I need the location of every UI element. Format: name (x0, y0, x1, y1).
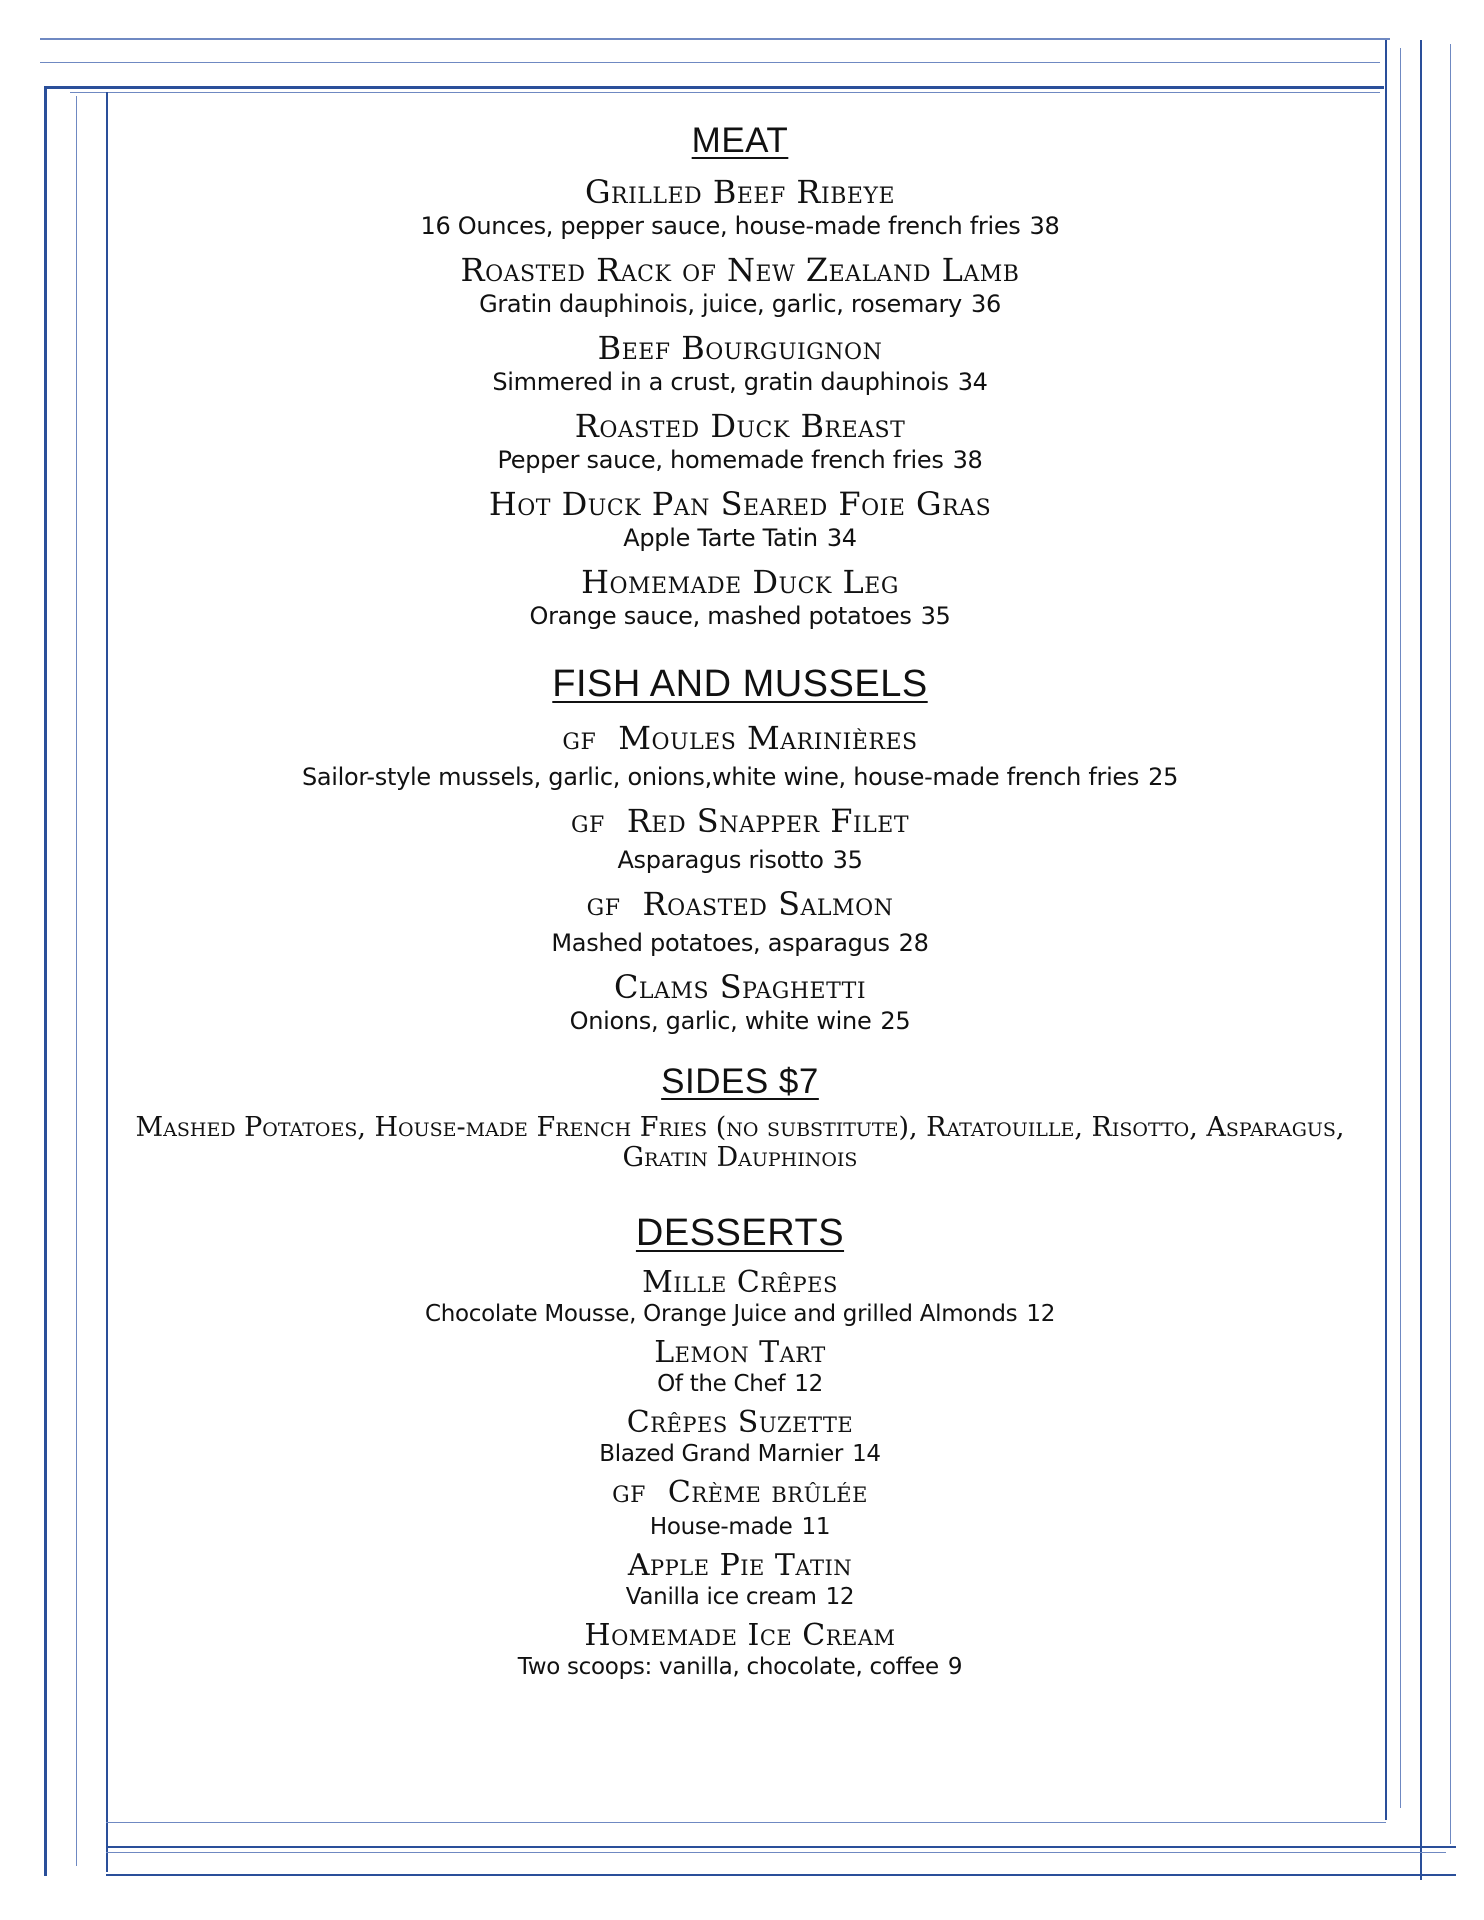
menu-item (110, 1407, 1370, 1469)
menu-item-name-row (110, 486, 1370, 522)
menu-item-description: Vanilla ice cream (625, 1584, 817, 1610)
menu-item-desc-row (110, 600, 1370, 632)
menu-item-name-row (110, 330, 1370, 366)
frame-right-far (1450, 44, 1451, 1844)
section-title-meat: MEAT (691, 121, 789, 160)
frame-bottom-outer (106, 1874, 1456, 1876)
gluten-free-badge: GF (586, 896, 621, 921)
menu-item-price: 12 (825, 1584, 855, 1610)
menu-item-description: Pepper sauce, homemade french fries (497, 446, 944, 474)
frame-right-mid (1400, 48, 1401, 1808)
menu-item-description: 16 Ounces, pepper sauce, house-made french fries (420, 212, 1021, 240)
menu-item-description: Chocolate Mousse, Orange Juice and grilled Almonds (424, 1301, 1018, 1327)
menu-item-desc-row (110, 1512, 1370, 1542)
menu-item-price: 35 (832, 846, 863, 874)
menu-item-name-row (110, 1337, 1370, 1369)
menu-item (110, 174, 1370, 242)
gluten-free-badge: GF (570, 813, 605, 838)
menu-item-name: Crêpes Suzette (626, 1405, 854, 1440)
menu-item-price: 12 (1026, 1301, 1056, 1327)
menu-item (110, 1477, 1370, 1542)
menu-item-description: House-made (649, 1514, 793, 1540)
section-meat (110, 118, 1370, 632)
menu-item-price: 34 (826, 524, 857, 552)
frame-left-outer (44, 86, 47, 1876)
frame-right-outer (1420, 40, 1422, 1880)
gluten-free-badge: GF (562, 730, 597, 755)
menu-item-price: 11 (801, 1514, 831, 1540)
menu-item-price: 35 (920, 602, 951, 630)
menu-content (110, 118, 1370, 1682)
menu-item-description: Sailor-style mussels, garlic, onions,white wine, house-made french fries (301, 763, 1140, 791)
frame-top-outer (40, 38, 1390, 40)
menu-item-price: 12 (794, 1371, 823, 1397)
menu-item-desc-row (110, 844, 1370, 876)
menu-item-description: Gratin dauphinois, juice, garlic, rosemary (479, 290, 962, 318)
section-fish (110, 658, 1370, 1037)
menu-item (110, 1620, 1370, 1682)
menu-item-name: Red Snapper Filet (626, 802, 909, 840)
menu-item-description: Blazed Grand Marnier (599, 1441, 844, 1467)
gluten-free-badge: GF (612, 1483, 646, 1508)
menu-item-desc-row (110, 1005, 1370, 1037)
menu-item-desc-row (110, 444, 1370, 476)
menu-item-desc-row (110, 210, 1370, 242)
menu-item (110, 803, 1370, 876)
menu-item-description: Two scoops: vanilla, chocolate, coffee (517, 1654, 939, 1680)
menu-item-name-row (110, 252, 1370, 288)
menu-item (110, 1550, 1370, 1612)
menu-item-desc-row (110, 288, 1370, 320)
frame-left-mid (76, 96, 77, 1866)
menu-item-name: Crème brûlée (667, 1475, 868, 1510)
menu-item-name-row (110, 1550, 1370, 1582)
menu-item-desc-row (110, 522, 1370, 554)
menu-item-name-row (110, 720, 1370, 761)
menu-item-price: 38 (952, 446, 983, 474)
menu-item-name-row (110, 564, 1370, 600)
menu-item-desc-row (110, 366, 1370, 398)
menu-item-name: Apple Pie Tatin (627, 1548, 853, 1583)
frame-bottom-mid (106, 1846, 1456, 1848)
menu-item-name: Homemade Duck Leg (581, 563, 899, 601)
menu-item-name-row (110, 1477, 1370, 1512)
menu-item-desc-row (110, 1369, 1370, 1399)
menu-item-name-row (110, 174, 1370, 210)
menu-item-price: 38 (1029, 212, 1060, 240)
menu-item-desc-row (110, 1652, 1370, 1682)
menu-item-price: 28 (898, 929, 929, 957)
menu-item-name: Hot Duck Pan Seared Foie Gras (488, 485, 992, 523)
menu-item-name-row (110, 408, 1370, 444)
menu-item (110, 1337, 1370, 1399)
menu-item-name-row (110, 1620, 1370, 1652)
menu-item-name-row (110, 886, 1370, 927)
menu-item-desc-row (110, 1299, 1370, 1329)
menu-item-desc-row (110, 1439, 1370, 1469)
fish-item-list (110, 720, 1370, 1037)
menu-item (110, 1267, 1370, 1329)
frame-left-inner (106, 92, 108, 1872)
menu-item-name: Roasted Duck Breast (574, 407, 906, 445)
menu-item (110, 564, 1370, 632)
menu-item-description: Apple Tarte Tatin (623, 524, 818, 552)
menu-item (110, 408, 1370, 476)
menu-item (110, 252, 1370, 320)
menu-item-price: 25 (1148, 763, 1179, 791)
menu-item-desc-row (110, 927, 1370, 959)
menu-item-name: Grilled Beef Ribeye (584, 173, 896, 211)
frame-bottom-low (106, 1852, 1446, 1853)
section-sides (110, 1059, 1370, 1173)
section-title-fish: FISH AND MUSSELS (552, 663, 928, 705)
menu-item-description: Of the Chef (657, 1371, 786, 1397)
menu-item (110, 720, 1370, 793)
menu-item-name: Moules Marinières (618, 719, 918, 757)
menu-item-description: Simmered in a crust, gratin dauphinois (492, 368, 949, 396)
section-title-sides: SIDES $7 (661, 1062, 819, 1101)
menu-item-name: Roasted Salmon (642, 885, 894, 923)
menu-item-description: Onions, garlic, white wine (569, 1007, 872, 1035)
frame-bottom-upper (106, 1822, 1386, 1823)
menu-item-name: Beef Bourguignon (597, 329, 883, 367)
menu-item-name: Mille Crêpes (642, 1265, 838, 1300)
menu-item (110, 969, 1370, 1037)
menu-item-desc-row (110, 761, 1370, 793)
menu-item-name-row (110, 1407, 1370, 1439)
menu-item-price: 34 (957, 368, 988, 396)
dessert-item-list (110, 1267, 1370, 1682)
menu-item-name: Lemon Tart (654, 1335, 826, 1370)
frame-top-inner (44, 86, 1384, 89)
menu-item-price: 25 (880, 1007, 911, 1035)
menu-item-name: Clams Spaghetti (613, 968, 867, 1006)
menu-item (110, 486, 1370, 554)
section-desserts (110, 1207, 1370, 1682)
menu-item-name: Roasted Rack of New Zealand Lamb (460, 251, 1020, 289)
frame-top-inner2 (70, 92, 1380, 93)
meat-item-list (110, 174, 1370, 632)
menu-item (110, 330, 1370, 398)
menu-item-description: Mashed potatoes, asparagus (551, 929, 890, 957)
menu-item-desc-row (110, 1582, 1370, 1612)
menu-item-description: Orange sauce, mashed potatoes (529, 602, 912, 630)
menu-item-name-row (110, 803, 1370, 844)
frame-right-inner (1385, 40, 1387, 1820)
menu-item-price: 9 (947, 1654, 963, 1680)
menu-item-price: 14 (852, 1441, 881, 1467)
menu-item-description: Asparagus risotto (617, 846, 824, 874)
menu-item-price: 36 (970, 290, 1001, 318)
sides-list: Mashed Potatoes, House-made French Fries (no substitute), Ratatouille, Risotto, Asparagus, Gratin Dauphinois (135, 1112, 1345, 1173)
section-title-desserts: DESSERTS (635, 1212, 845, 1254)
frame-top-mid (40, 62, 1380, 63)
menu-item (110, 886, 1370, 959)
menu-item-name: Homemade Ice Cream (584, 1618, 896, 1653)
menu-item-name-row (110, 1267, 1370, 1299)
menu-item-name-row (110, 969, 1370, 1005)
